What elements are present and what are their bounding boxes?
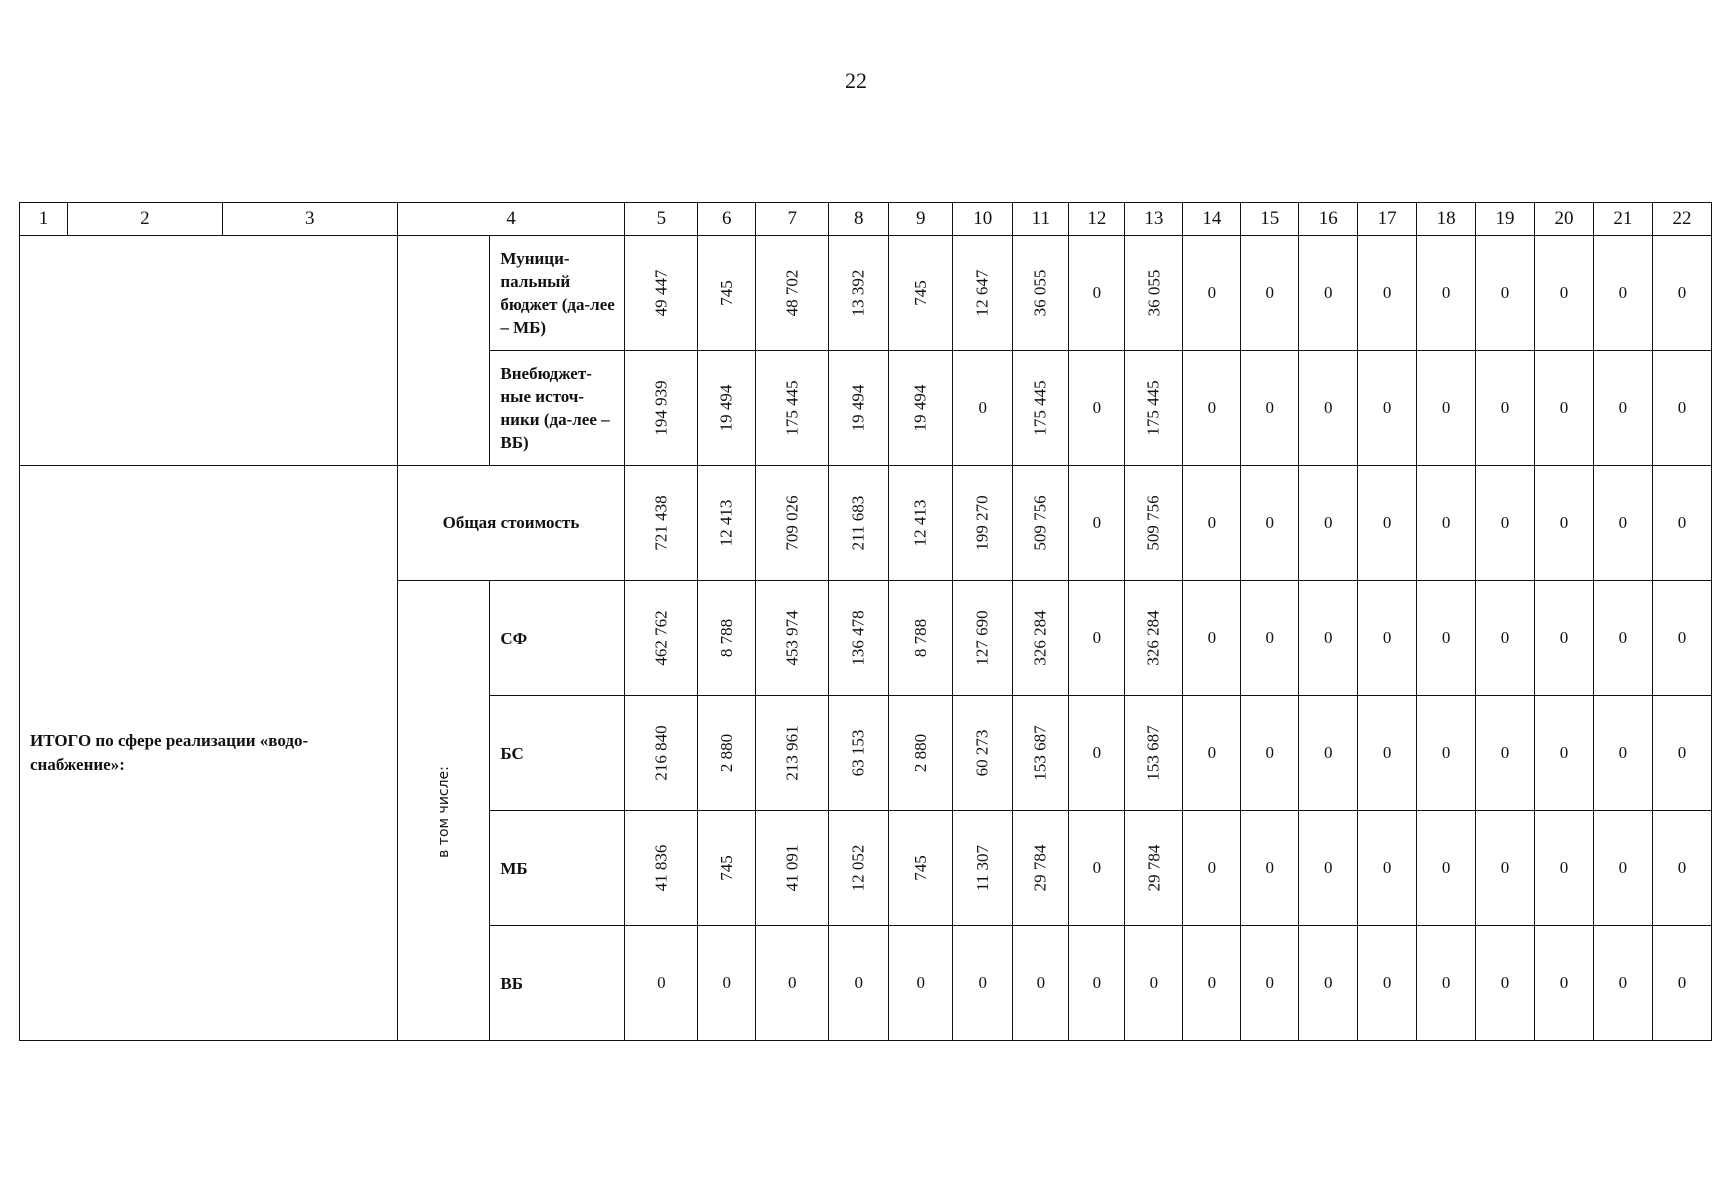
value-cell (1358, 351, 1417, 466)
value-cell (756, 351, 829, 466)
cell-value: 0 (1323, 973, 1333, 992)
cell-value: 0 (1677, 513, 1687, 532)
value-cell (953, 581, 1013, 696)
cell-value: 0 (1500, 743, 1510, 762)
cell-value: 0 (1092, 858, 1102, 877)
value-cell (1183, 351, 1241, 466)
value-cell (1125, 926, 1183, 1041)
value-cell (1476, 696, 1535, 811)
value-cell (1358, 466, 1417, 581)
cell-value: 0 (1500, 398, 1510, 417)
empty-cell (397, 236, 490, 466)
cell-value: 0 (1092, 743, 1102, 762)
col-header: 2 (67, 203, 222, 236)
value-cell (625, 351, 698, 466)
value-cell (953, 811, 1013, 926)
cell-value: 211 683 (848, 495, 868, 551)
cell-value: 153 687 (1143, 725, 1163, 781)
cell-value: 0 (1382, 283, 1392, 302)
cell-value: 745 (716, 855, 736, 881)
cell-value: 12 052 (848, 844, 868, 892)
cell-value: 0 (1441, 628, 1451, 647)
value-cell (698, 581, 756, 696)
value-cell (953, 466, 1013, 581)
value-cell (1417, 811, 1476, 926)
cell-value: 0 (1323, 743, 1333, 762)
row-label: Внебюджет-ные источ-ники (да-лее – ВБ) (490, 351, 625, 466)
value-cell (889, 351, 953, 466)
value-cell (1417, 926, 1476, 1041)
value-cell (829, 351, 889, 466)
cell-value: 175 445 (1030, 380, 1050, 436)
cell-value: 175 445 (782, 380, 802, 436)
cell-value: 0 (1677, 858, 1687, 877)
cell-value: 216 840 (651, 725, 671, 781)
cell-value: 19 494 (910, 384, 930, 432)
value-cell (1125, 466, 1183, 581)
in-that-number-label: в том числе: (435, 765, 452, 858)
cell-value: 199 270 (972, 495, 992, 551)
col-header: 14 (1183, 203, 1241, 236)
cell-value: 326 284 (1030, 610, 1050, 666)
value-cell (889, 811, 953, 926)
cell-value: 8 788 (910, 618, 930, 658)
cell-value: 0 (1092, 398, 1102, 417)
cell-value: 63 153 (848, 729, 868, 777)
cell-value: 0 (1618, 513, 1628, 532)
value-cell (756, 466, 829, 581)
cell-value: 2 880 (910, 733, 930, 773)
cell-value: 0 (1500, 513, 1510, 532)
value-cell (1069, 811, 1125, 926)
cell-value: 0 (1265, 398, 1275, 417)
value-cell (1358, 581, 1417, 696)
value-cell (1652, 811, 1711, 926)
value-cell (1299, 351, 1358, 466)
cell-value: 721 438 (651, 495, 671, 551)
value-cell (953, 236, 1013, 351)
value-cell (1593, 236, 1652, 351)
cell-value: 0 (1382, 628, 1392, 647)
value-cell (1125, 581, 1183, 696)
value-cell (829, 696, 889, 811)
value-cell (1013, 581, 1069, 696)
cell-value: 0 (1207, 858, 1217, 877)
value-cell (1417, 351, 1476, 466)
value-cell (1652, 466, 1711, 581)
cell-value: 0 (1036, 973, 1046, 992)
cell-value: 0 (1382, 513, 1392, 532)
value-cell (1241, 811, 1299, 926)
value-cell (698, 696, 756, 811)
cell-value: 12 413 (910, 499, 930, 547)
col-header: 16 (1299, 203, 1358, 236)
cell-value: 0 (1500, 973, 1510, 992)
value-cell (1241, 696, 1299, 811)
cell-value: 194 939 (651, 380, 671, 436)
row-label: БС (490, 696, 625, 811)
value-cell (1241, 581, 1299, 696)
col-header: 10 (953, 203, 1013, 236)
cell-value: 0 (722, 973, 732, 992)
cell-value: 0 (1207, 283, 1217, 302)
value-cell (1299, 466, 1358, 581)
cell-value: 12 647 (972, 269, 992, 317)
cell-value: 745 (716, 280, 736, 306)
value-cell (1593, 581, 1652, 696)
value-cell (1476, 926, 1535, 1041)
table-row (20, 236, 1712, 351)
cell-value: 0 (1207, 973, 1217, 992)
value-cell (1241, 351, 1299, 466)
value-cell (1069, 696, 1125, 811)
value-cell (1535, 811, 1594, 926)
cell-value: 0 (1323, 283, 1333, 302)
value-cell (1069, 926, 1125, 1041)
value-cell (889, 581, 953, 696)
value-cell (1593, 351, 1652, 466)
value-cell (889, 696, 953, 811)
cell-value: 0 (1092, 283, 1102, 302)
cell-value: 326 284 (1143, 610, 1163, 666)
value-cell (1013, 466, 1069, 581)
value-cell (625, 581, 698, 696)
value-cell (698, 811, 756, 926)
cell-value: 0 (978, 398, 987, 417)
cell-value: 0 (1207, 743, 1217, 762)
col-header: 13 (1125, 203, 1183, 236)
cell-value: 0 (1618, 743, 1628, 762)
row-label: ВБ (490, 926, 625, 1041)
cell-value: 0 (1149, 973, 1159, 992)
value-cell (1299, 811, 1358, 926)
cell-value: 0 (1618, 283, 1628, 302)
value-cell (1652, 696, 1711, 811)
col-header: 4 (397, 203, 625, 236)
value-cell (1593, 466, 1652, 581)
value-cell (829, 811, 889, 926)
cell-value: 0 (657, 973, 666, 992)
cell-value: 0 (1382, 858, 1392, 877)
header-row (20, 203, 1712, 236)
cell-value: 745 (910, 280, 930, 306)
value-cell (1241, 466, 1299, 581)
value-cell (1652, 926, 1711, 1041)
value-cell (889, 236, 953, 351)
value-cell (1125, 696, 1183, 811)
col-header: 18 (1417, 203, 1476, 236)
value-cell (1299, 581, 1358, 696)
value-cell (889, 466, 953, 581)
col-header: 9 (889, 203, 953, 236)
value-cell (1299, 926, 1358, 1041)
cell-value: 0 (1265, 628, 1275, 647)
value-cell (1241, 926, 1299, 1041)
value-cell (1299, 236, 1358, 351)
col-header: 15 (1241, 203, 1299, 236)
value-cell (1535, 696, 1594, 811)
cell-value: 0 (1677, 628, 1687, 647)
value-cell (1013, 696, 1069, 811)
cell-value: 0 (1441, 283, 1451, 302)
cell-value: 29 784 (1030, 844, 1050, 892)
cell-value: 0 (1382, 743, 1392, 762)
cell-value: 0 (1618, 628, 1628, 647)
value-cell (698, 926, 756, 1041)
cell-value: 0 (1207, 513, 1217, 532)
cell-value: 153 687 (1030, 725, 1050, 781)
cell-value: 462 762 (651, 610, 671, 666)
value-cell (1652, 351, 1711, 466)
value-cell (1013, 811, 1069, 926)
value-cell (1125, 351, 1183, 466)
cell-value: 29 784 (1143, 844, 1163, 892)
cell-value: 0 (854, 973, 863, 992)
row-label: СФ (490, 581, 625, 696)
cell-value: 136 478 (848, 610, 868, 666)
value-cell (625, 466, 698, 581)
value-cell (1593, 811, 1652, 926)
row-label: Общая стоимость (397, 466, 625, 581)
value-cell (1476, 351, 1535, 466)
col-header: 20 (1535, 203, 1594, 236)
cell-value: 0 (1559, 283, 1569, 302)
empty-cell (20, 236, 398, 466)
cell-value: 0 (1559, 858, 1569, 877)
cell-value: 13 392 (848, 269, 868, 317)
col-header: 12 (1069, 203, 1125, 236)
value-cell (625, 811, 698, 926)
cell-value: 0 (1618, 973, 1628, 992)
cell-value: 0 (978, 973, 987, 992)
value-cell (1013, 351, 1069, 466)
cell-value: 0 (1618, 398, 1628, 417)
cell-value: 0 (916, 973, 925, 992)
value-cell (1125, 236, 1183, 351)
cell-value: 0 (1323, 858, 1333, 877)
cell-value: 41 091 (782, 844, 802, 892)
cell-value: 0 (1441, 858, 1451, 877)
cell-value: 0 (1677, 283, 1687, 302)
value-cell (756, 926, 829, 1041)
value-cell (1593, 926, 1652, 1041)
financing-table (19, 202, 1712, 1041)
value-cell (1476, 811, 1535, 926)
value-cell (1417, 466, 1476, 581)
value-cell (953, 696, 1013, 811)
cell-value: 0 (1092, 628, 1102, 647)
cell-value: 0 (1323, 398, 1333, 417)
cell-value: 0 (1207, 398, 1217, 417)
value-cell (1417, 581, 1476, 696)
col-header: 8 (829, 203, 889, 236)
col-header: 7 (756, 203, 829, 236)
cell-value: 127 690 (972, 610, 992, 666)
cell-value: 509 756 (1143, 495, 1163, 551)
value-cell (1535, 351, 1594, 466)
cell-value: 0 (1265, 513, 1275, 532)
cell-value: 0 (1441, 973, 1451, 992)
col-header: 1 (20, 203, 68, 236)
value-cell (889, 926, 953, 1041)
cell-value: 709 026 (782, 495, 802, 551)
itogo-label: ИТОГО по сфере реализации «водо-снабжение»: (20, 466, 398, 1041)
value-cell (625, 696, 698, 811)
cell-value: 0 (1441, 398, 1451, 417)
col-header: 11 (1013, 203, 1069, 236)
cell-value: 0 (1500, 283, 1510, 302)
value-cell (1476, 466, 1535, 581)
value-cell (1652, 581, 1711, 696)
cell-value: 2 880 (716, 733, 736, 773)
col-header: 19 (1476, 203, 1535, 236)
cell-value: 0 (788, 973, 797, 992)
value-cell (756, 696, 829, 811)
value-cell (1535, 581, 1594, 696)
value-cell (1125, 811, 1183, 926)
value-cell (1013, 236, 1069, 351)
cell-value: 8 788 (716, 618, 736, 658)
cell-value: 0 (1559, 628, 1569, 647)
cell-value: 453 974 (782, 610, 802, 666)
value-cell (953, 926, 1013, 1041)
value-cell (1013, 926, 1069, 1041)
cell-value: 41 836 (651, 844, 671, 892)
cell-value: 0 (1207, 628, 1217, 647)
cell-value: 0 (1677, 398, 1687, 417)
col-header: 3 (222, 203, 397, 236)
cell-value: 0 (1559, 398, 1569, 417)
cell-value: 48 702 (782, 269, 802, 317)
table-row (20, 466, 1712, 581)
value-cell (829, 581, 889, 696)
cell-value: 36 055 (1030, 269, 1050, 317)
value-cell (1299, 696, 1358, 811)
value-cell (1476, 581, 1535, 696)
value-cell (829, 926, 889, 1041)
cell-value: 0 (1441, 743, 1451, 762)
cell-value: 0 (1677, 743, 1687, 762)
cell-value: 0 (1677, 973, 1687, 992)
value-cell (1358, 811, 1417, 926)
col-header: 22 (1652, 203, 1711, 236)
cell-value: 175 445 (1143, 380, 1163, 436)
value-cell (1358, 696, 1417, 811)
value-cell (1652, 236, 1711, 351)
cell-value: 0 (1559, 973, 1569, 992)
value-cell (1358, 926, 1417, 1041)
cell-value: 12 413 (716, 499, 736, 547)
cell-value: 36 055 (1143, 269, 1163, 317)
cell-value: 0 (1500, 628, 1510, 647)
cell-value: 213 961 (782, 725, 802, 781)
value-cell (698, 236, 756, 351)
cell-value: 0 (1441, 513, 1451, 532)
value-cell (1241, 236, 1299, 351)
cell-value: 0 (1092, 973, 1102, 992)
cell-value: 0 (1618, 858, 1628, 877)
value-cell (756, 581, 829, 696)
value-cell (1069, 581, 1125, 696)
cell-value: 0 (1265, 973, 1275, 992)
value-cell (1535, 236, 1594, 351)
value-cell (1183, 581, 1241, 696)
value-cell (1183, 466, 1241, 581)
value-cell (756, 236, 829, 351)
cell-value: 0 (1323, 628, 1333, 647)
value-cell (1183, 926, 1241, 1041)
value-cell (1069, 236, 1125, 351)
cell-value: 0 (1382, 398, 1392, 417)
cell-value: 0 (1265, 743, 1275, 762)
value-cell (1183, 696, 1241, 811)
value-cell (698, 351, 756, 466)
value-cell (1535, 926, 1594, 1041)
col-header: 5 (625, 203, 698, 236)
value-cell (625, 236, 698, 351)
value-cell (1069, 466, 1125, 581)
cell-value: 49 447 (651, 269, 671, 317)
col-header: 21 (1593, 203, 1652, 236)
value-cell (1183, 811, 1241, 926)
col-header: 6 (698, 203, 756, 236)
value-cell (1358, 236, 1417, 351)
cell-value: 19 494 (848, 384, 868, 432)
row-label: Муници-пальный бюджет (да-лее – МБ) (490, 236, 625, 351)
cell-value: 0 (1323, 513, 1333, 532)
cell-value: 0 (1092, 513, 1102, 532)
cell-value: 0 (1559, 513, 1569, 532)
page-number: 22 (845, 68, 867, 93)
cell-value: 0 (1265, 283, 1275, 302)
cell-value: 19 494 (716, 384, 736, 432)
value-cell (953, 351, 1013, 466)
cell-value: 0 (1382, 973, 1392, 992)
value-cell (625, 926, 698, 1041)
in-that-number-cell (397, 581, 490, 1041)
value-cell (1417, 696, 1476, 811)
value-cell (1417, 236, 1476, 351)
value-cell (1593, 696, 1652, 811)
value-cell (1183, 236, 1241, 351)
value-cell (829, 236, 889, 351)
value-cell (1476, 236, 1535, 351)
cell-value: 0 (1559, 743, 1569, 762)
value-cell (756, 811, 829, 926)
cell-value: 745 (910, 855, 930, 881)
cell-value: 0 (1500, 858, 1510, 877)
value-cell (698, 466, 756, 581)
value-cell (829, 466, 889, 581)
value-cell (1535, 466, 1594, 581)
cell-value: 509 756 (1030, 495, 1050, 551)
cell-value: 60 273 (972, 729, 992, 777)
cell-value: 11 307 (972, 844, 992, 892)
col-header: 17 (1358, 203, 1417, 236)
row-label: МБ (490, 811, 625, 926)
cell-value: 0 (1265, 858, 1275, 877)
value-cell (1069, 351, 1125, 466)
